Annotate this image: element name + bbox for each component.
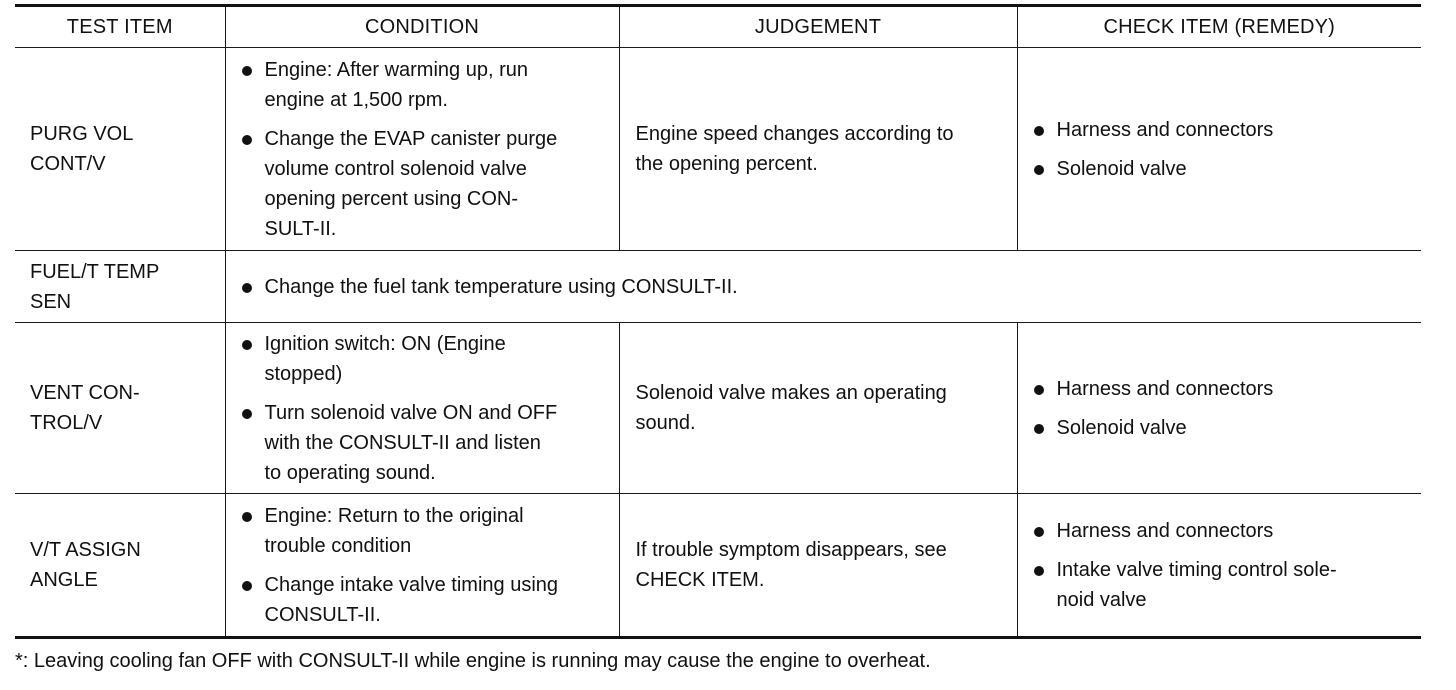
test-table-container	[15, 4, 1421, 639]
table-row	[15, 251, 1421, 323]
bullet-dot-icon	[242, 340, 252, 350]
condition-line: Change intake valve timing using	[264, 573, 559, 596]
condition-span-cell	[225, 251, 1421, 323]
header-check-item: CHECK ITEM (REMEDY)	[1017, 6, 1421, 48]
test-item-line: TROL/V	[30, 412, 103, 434]
check-bullet	[1034, 154, 1412, 184]
active-test-table	[15, 4, 1421, 639]
table-row	[15, 48, 1421, 251]
bullet-dot-icon	[1034, 566, 1044, 576]
condition-line: opening percent using CON-	[264, 187, 518, 210]
condition-line: Turn solenoid valve ON and OFF	[264, 401, 558, 424]
test-item-line: SEN	[30, 290, 72, 313]
bullet-dot-icon	[1034, 424, 1044, 434]
header-test-item: TEST ITEM	[15, 6, 225, 48]
test-item-cell	[15, 251, 225, 323]
bullet-dot-icon	[1034, 165, 1044, 175]
test-item-line: ANGLE	[30, 569, 98, 591]
bullet-dot-icon	[1034, 385, 1044, 395]
check-line: Solenoid valve	[1056, 416, 1187, 439]
check-bullet	[1034, 115, 1412, 145]
condition-bullet	[242, 501, 609, 561]
check-line: noid valve	[1056, 588, 1147, 611]
judgement-line: the opening percent.	[635, 153, 818, 175]
test-item-line: PURG VOL	[30, 123, 134, 145]
condition-line: with the CONSULT-II and listen	[264, 431, 541, 454]
condition-line: Ignition switch: ON (Engine	[264, 332, 506, 355]
condition-line: stopped)	[264, 362, 343, 385]
condition-bullet	[242, 124, 609, 244]
test-item-line: VENT CON-	[30, 382, 140, 404]
check-bullet	[1034, 374, 1412, 404]
check-bullet	[1034, 555, 1412, 615]
check-line: Harness and connectors	[1056, 118, 1274, 141]
check-item-cell	[1017, 323, 1421, 494]
judgement-line: Solenoid valve makes an operating	[635, 382, 947, 404]
judgement-cell	[619, 494, 1017, 638]
check-line: Harness and connectors	[1056, 519, 1274, 542]
test-item-line: V/T ASSIGN	[30, 539, 141, 561]
table-row	[15, 494, 1421, 638]
test-item-line: FUEL/T TEMP	[30, 260, 160, 283]
condition-line: CONSULT-II.	[264, 603, 381, 626]
bullet-dot-icon	[242, 581, 252, 591]
condition-cell	[225, 494, 619, 638]
condition-line: to operating sound.	[264, 461, 436, 484]
check-bullet	[1034, 516, 1412, 546]
bullet-dot-icon	[242, 66, 252, 76]
check-line: Intake valve timing control sole-	[1056, 558, 1337, 581]
condition-cell	[225, 323, 619, 494]
condition-bullet	[242, 55, 609, 115]
condition-line: Change the EVAP canister purge	[264, 127, 558, 150]
condition-line: engine at 1,500 rpm.	[264, 88, 448, 111]
table-row	[15, 323, 1421, 494]
judgement-line: Engine speed changes according to	[635, 123, 954, 145]
condition-bullet	[242, 272, 1412, 302]
condition-bullet	[242, 570, 609, 630]
judgement-line: CHECK ITEM.	[635, 569, 765, 591]
bullet-dot-icon	[242, 283, 252, 293]
header-judgement: JUDGEMENT	[619, 6, 1017, 48]
judgement-line: If trouble symptom disappears, see	[635, 539, 947, 561]
judgement-cell	[619, 48, 1017, 251]
test-item-cell	[15, 323, 225, 494]
condition-line: volume control solenoid valve	[264, 157, 527, 180]
check-line: Harness and connectors	[1056, 377, 1274, 400]
test-item-line: CONT/V	[30, 153, 106, 175]
check-item-cell	[1017, 48, 1421, 251]
check-item-cell	[1017, 494, 1421, 638]
bullet-dot-icon	[242, 512, 252, 522]
condition-bullet	[242, 398, 609, 488]
condition-line: Engine: After warming up, run	[264, 58, 528, 81]
test-item-cell	[15, 48, 225, 251]
bullet-dot-icon	[242, 135, 252, 145]
test-item-cell	[15, 494, 225, 638]
bullet-dot-icon	[242, 409, 252, 419]
condition-line: Engine: Return to the original	[264, 504, 524, 527]
condition-line: trouble condition	[264, 534, 412, 557]
condition-line: SULT-II.	[264, 217, 337, 240]
bullet-dot-icon	[1034, 126, 1044, 136]
condition-cell	[225, 48, 619, 251]
header-condition: CONDITION	[225, 6, 619, 48]
header-row	[15, 6, 1421, 48]
condition-line: Change the fuel tank temperature using CONSULT-II.	[264, 275, 738, 298]
condition-bullet	[242, 329, 609, 389]
check-line: Solenoid valve	[1056, 157, 1187, 180]
bullet-dot-icon	[1034, 527, 1044, 537]
judgement-line: sound.	[635, 412, 696, 434]
footnote: *: Leaving cooling fan OFF with CONSULT-II while engine is running may cause the engine to overheat.	[15, 650, 931, 672]
judgement-cell	[619, 323, 1017, 494]
check-bullet	[1034, 413, 1412, 443]
